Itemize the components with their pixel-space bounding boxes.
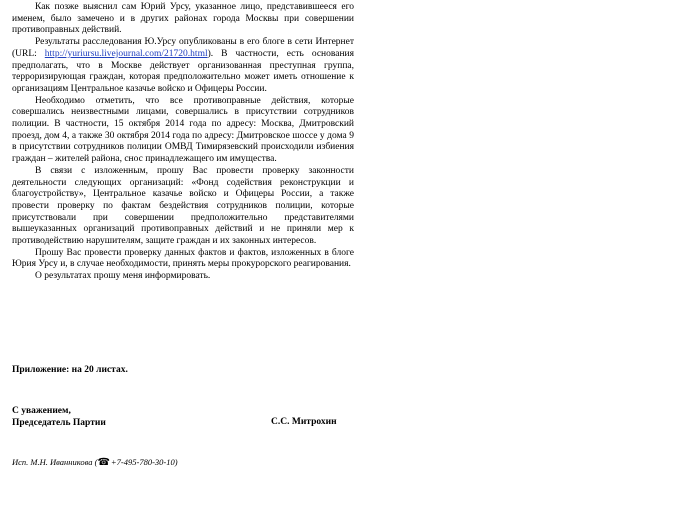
- paragraph-2: [12, 37, 354, 96]
- closing-block: [12, 405, 106, 429]
- paragraph-2-before: Результаты расследования Ю.Урсу опубликованы в его блоге в сети Интернет (URL:: [12, 37, 354, 59]
- executor-phone: +7-495-780-30-10): [110, 457, 178, 467]
- telephone-icon: ☎: [97, 457, 110, 468]
- letter-body: [12, 2, 354, 283]
- executor-footer: [12, 457, 178, 468]
- paragraph-6: О результатах прошу меня информировать.: [35, 271, 211, 282]
- paragraph-4: В связи с изложенным, прошу Вас провести проверку законности деятельности следующих организаций: «Фонд содействия реконструкции и благоустройству», Центральное казачье войско и Офицеры России, а также провести проверку по фактам бездействия сотрудников полиции, которые присутствовали при совершении предположительно представителями вышеуказанных организаций противоправных действий и не приняли мер к противодействию нарушителям, защите граждан и их законных интересов.: [12, 165, 354, 247]
- paragraph-1: Как позже выяснил сам Юрий Урсу, указанное лицо, представившееся его именем, было замечено и в других районах города Москвы при совершении противоправных действий.: [12, 2, 354, 36]
- attachment-note: Приложение: на 20 листах.: [12, 365, 128, 375]
- paragraph-5: Прошу Вас провести проверку данных фактов и фактов, изложенных в блоге Юрия Урсу и, в случае необходимости, принять меры прокурорского реагирования.: [12, 247, 354, 270]
- executor-name: Исп. М.Н. Иванникова (: [12, 457, 98, 467]
- paragraph-2-after: ). В частности, есть основания предполагать, что в Москве действует организованная преступная группа, терроризирующая граждан, которая предположительно может иметь отношение к организациям Центральное казачье войско и Офицеры России.: [12, 48, 354, 94]
- signer-title: Председатель Партии: [12, 418, 106, 428]
- paragraph-3: Необходимо отметить, что все противоправные действия, которые совершались неизвестными лицами, совершались в присутствии сотрудников полиции. В частности, 15 октября 2014 года по адресу: Москва, Дмитровский проезд, дом 4, а также 30 октября 2014 года по адресу: Дмитровское шоссе у дома 9 в присутствии сотрудников полиции ОМВД Тимирязевский происходили избиения граждан – жителей района, снос принадлежащего им имущества.: [12, 95, 354, 165]
- closing-regards: С уважением,: [12, 406, 71, 416]
- signer-name: С.С. Митрохин: [271, 417, 337, 427]
- blog-link[interactable]: http://yuriursu.livejournal.com/21720.html: [44, 48, 208, 59]
